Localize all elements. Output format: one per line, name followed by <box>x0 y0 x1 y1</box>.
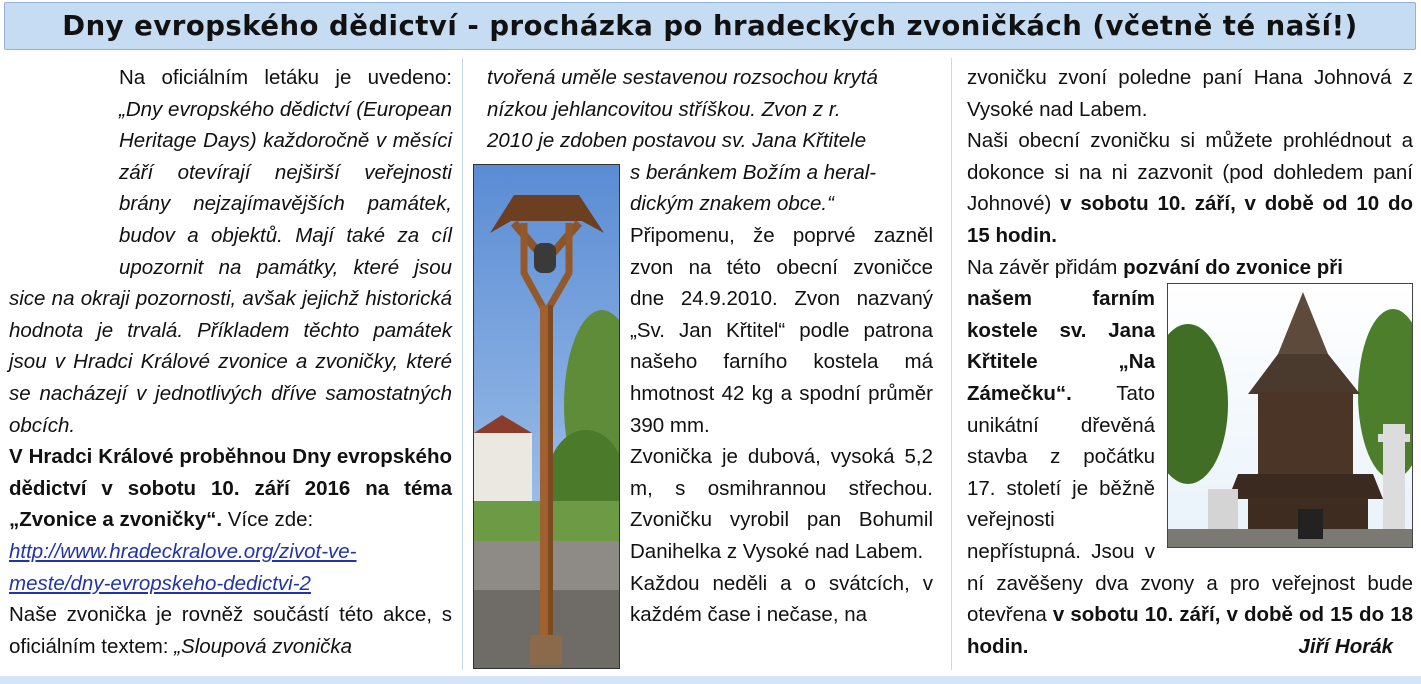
event-announcement: V Hradci Králové proběhnou Dny evropského dědictví v sobotu 10. září 2016 na téma „Zvonice a zvoničky“. <box>9 445 452 532</box>
belfry-open-time: v sobotu 10. září, v době od 15 do 18 hodin. <box>967 603 1413 658</box>
page-title: Dny evropského dědictví - procházka po hradeckých zvoničkách (včetně té naší!) <box>62 10 1358 42</box>
column-divider <box>462 58 463 670</box>
quote-line-2: nízkou jehlancovitou stříškou. Zvon z r. <box>487 97 841 121</box>
bell-description-paragraph: Zvonička je dubová, vysoká 5,2 m, s osmihrannou střechou. Zvoničku vyrobil pan Bohumil Danihelka z Vysoké nad Labem. <box>630 445 933 563</box>
sunday-ringing-paragraph: Každou neděli a o svátcích, v každém čase i nečase, na <box>630 571 933 627</box>
invitation-bold-1: pozvání do zvonice při <box>1123 255 1343 279</box>
official-text-quote: „Sloupová zvonička <box>174 634 352 658</box>
leaflet-quote-text: „Dny evropského dědictví (European Heritage Days) každoročně v měsíci září otevírají nejširší veřejnosti brány nejzajímavějších památek, budov a objektů. Mají také za cíl upozornit na památky, které jsou sice na okraji pozornosti, avšak jejichž historická hodnota je trvalá. Příkladem těchto památek jsou v Hradci Králové zvonice a zvoničky, které se nacházejí v jednotlivých dříve samostatných obcích. <box>9 97 452 437</box>
event-link[interactable]: http://www.hradeckralove.org/zivot-ve-meste/dny-evropskeho-dedictvi-2 <box>9 539 357 595</box>
quote-line-5: dickým znakem obce.“ <box>630 192 834 216</box>
more-info-label: Více zde: <box>222 508 314 532</box>
quote-line-4: s beránkem Božím a heral- <box>630 160 877 184</box>
column-2-text <box>473 62 933 669</box>
column-divider <box>951 58 952 670</box>
title-banner <box>4 2 1416 50</box>
intro-lead: Na oficiálním letáku je uvedeno: <box>119 66 452 89</box>
bell-tower-photo <box>473 164 620 669</box>
footer-band <box>0 676 1421 684</box>
visit-paragraph <box>967 125 1413 251</box>
logo-spacer <box>9 165 119 265</box>
official-text-intro: Naše zvonička je rovněž součástí této akce, s oficiálním textem: <box>9 603 452 658</box>
invitation-paragraph <box>967 252 1413 284</box>
visit-time: v sobotu 10. září, v době od 10 do 15 hodin. <box>967 192 1414 247</box>
invitation-lead: Na závěr přidám <box>967 255 1124 279</box>
church-belfry-photo <box>1167 283 1413 548</box>
author-signature: Jiří Horák <box>1298 634 1393 658</box>
column-3 <box>967 62 1413 662</box>
quote-line-1: tvořená uměle sestavenou rozsochou krytá <box>487 66 878 89</box>
first-bell-paragraph: Připomenu, že poprvé zazněl zvon na této obecní zvoničce dne 24.9.2010. Zvon nazvaný „Sv. Jan Křtitel“ podle patrona našeho farního kostela má hmotnost 42 kg a spodní průměr 390 mm. <box>630 223 933 437</box>
ringing-continued: zvoničku zvoní poledne paní Hana Johnová z Vysoké nad Labem. <box>967 66 1413 121</box>
belfry-description: Tato unikátní dřevěná stavba z počátku 17. století je běžně veřejnosti nepřístupná. Jsou v ní zavěšeny dva zvony a pro veřejnost bude otevřena <box>967 381 1413 627</box>
invitation-bold-2: našem farním kostele sv. Jana Křtitele „Na Zámečku“. Tato unikátní dřevěná stavba z počátku 17. století je běžně veřejnosti nepřístupná. Jsou v ní zavěšeny dva zvony a pro veřejnost bude otevřena v sobotu 10. září, v době od 15 do 18 hodin. Jiří Horák <box>967 283 1413 662</box>
column-1-text <box>9 62 452 662</box>
quote-line-3: 2010 je zdoben postavou sv. Jana Křtitele <box>487 129 867 153</box>
visit-text: Naši obecní zvoničku si můžete prohlédnout a dokonce si na ni zazvonit (pod dohledem paní Johnové) <box>967 129 1413 216</box>
